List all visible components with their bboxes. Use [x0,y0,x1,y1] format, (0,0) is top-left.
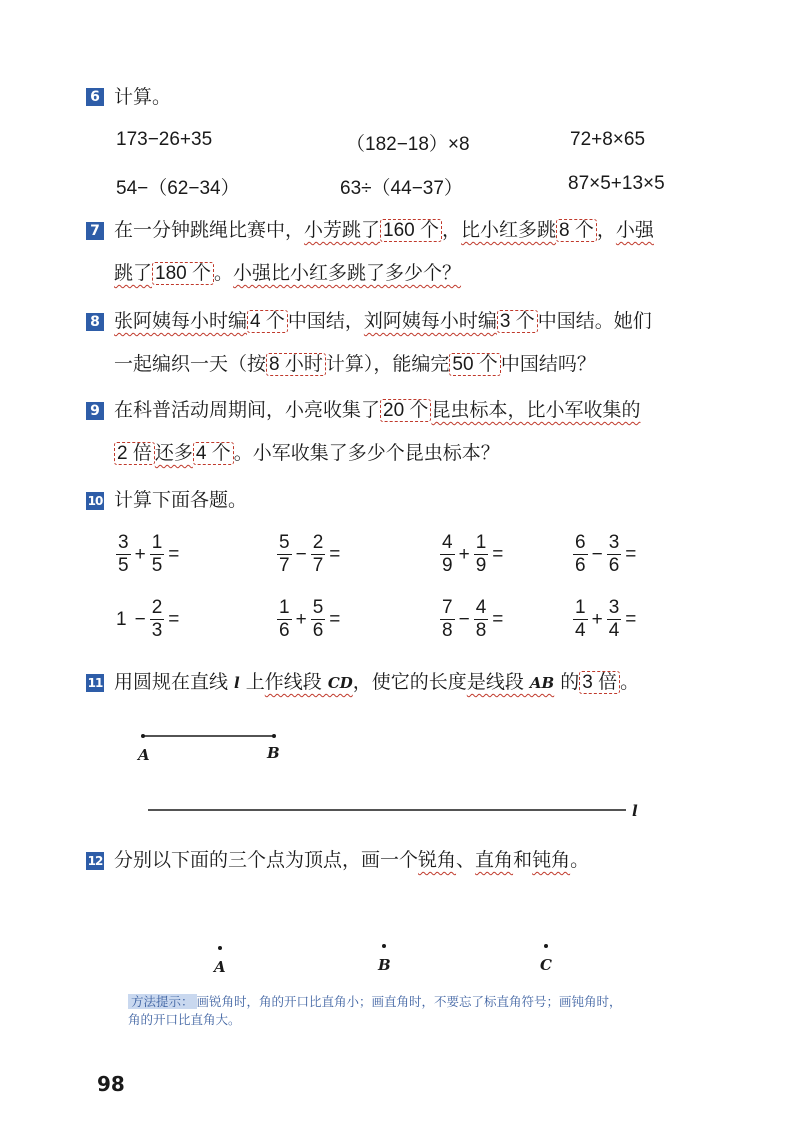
q8-line-1: 张阿姨每小时编 4 个 中国结，刘阿姨每小时编 3 个 中国结。她们 [114,310,652,332]
q6-expr-4: 54−（62−34） [116,178,240,199]
q10-problem-6: $\frac{1}{6}$ + $\frac{5}{6}$ = [279,597,341,641]
q8-value-4: 4 个 [247,310,288,333]
q7-value-160: 160 个 [380,219,442,242]
q12-point-b-dot [382,944,386,948]
label-line-l: l [632,802,638,820]
q12-text: 分别以下面的三个点为顶点，画一个锐角、直角和钝角。 [114,849,590,871]
page-number: 98 [97,1072,125,1096]
q10-problem-4: $\frac{6}{6}$ − $\frac{3}{6}$ = [575,532,637,576]
method-tip: 方法提示： 画锐角时，角的开口比直角小；画直角时，不要忘了标直角符号；画钝角时， 角的开口比直角大。 [128,994,622,1027]
question-number-6: 6 [86,88,104,106]
question-number-7: 7 [86,222,104,240]
q6-expr-1: 173−26+35 [116,129,213,150]
question-number-9: 9 [86,402,104,420]
point-a-dot [141,734,145,738]
q9-value-20: 20 个 [380,399,431,422]
method-tip-label: 方法提示： [128,994,197,1009]
q8-value-8h: 8 小时 [266,353,326,376]
q10-title: 计算下面各题。 [114,489,248,511]
q11-text: 用圆规在直线 l 上作线段 CD，使它的长度是线段 AB 的 3 倍 。 [114,671,640,693]
q9-line-2: 2 倍 还多 4 个 。小军收集了多少个昆虫标本？ [114,440,500,467]
q7-value-180: 180 个 [152,262,214,285]
question-number-12: 12 [87,854,103,868]
q10-problem-3: $\frac{4}{9}$ + $\frac{1}{9}$ = [442,532,504,576]
q10-problem-2: $\frac{5}{7}$ − $\frac{2}{7}$ = [279,532,341,576]
q12-point-c-dot [544,944,548,948]
q6-expr-5: 63÷（44−37） [340,178,463,199]
q12-label-b: B [378,956,391,974]
question-number-10: 10 [87,494,103,508]
q6-expr-3: 72+8×65 [570,129,646,150]
point-b-dot [272,734,276,738]
label-point-a: A [138,746,150,764]
q6-expr-2: （182−18）×8 [346,134,470,155]
q10-problem-1: $\frac{3}{5}$ + $\frac{1}{5}$ = [118,532,180,576]
q10-problem-7: $\frac{7}{8}$ − $\frac{4}{8}$ = [442,597,504,641]
q8-line-2: 一起编织一天（按 8 小时 计算），能编完 50 个 中国结吗？ [114,353,596,375]
q9-line-1: 在科普活动周期间，小亮收集了 20 个 昆虫标本，比小军收集的 [114,399,641,421]
q7-line-1: 在一分钟跳绳比赛中，小芳跳了 160 个 ，比小红多跳 8 个 ，小强 [114,219,654,241]
q12-label-a: A [214,958,226,976]
q8-value-50: 50 个 [449,353,500,376]
q7-value-8: 8 个 [556,219,597,242]
q12-label-c: C [540,956,552,974]
q6-title: 计算。 [114,86,172,108]
q11-value-3x: 3 倍 [579,671,620,694]
q6-expr-6: 87×5+13×5 [568,173,665,194]
q7-line-2: 跳了 180 个 。小强比小红多跳了多少个？ [114,262,462,284]
q10-problem-5: 1 − $\frac{2}{3}$ = [116,597,180,641]
q8-value-3: 3 个 [497,310,538,333]
question-number-11: 11 [87,676,103,690]
label-point-b: B [267,744,280,762]
q12-point-a-dot [218,946,222,950]
q9-value-2x: 2 倍 [114,442,155,465]
q10-problem-8: $\frac{1}{4}$ + $\frac{3}{4}$ = [575,597,637,641]
q9-value-4: 4 个 [193,442,234,465]
question-number-8: 8 [86,313,104,331]
